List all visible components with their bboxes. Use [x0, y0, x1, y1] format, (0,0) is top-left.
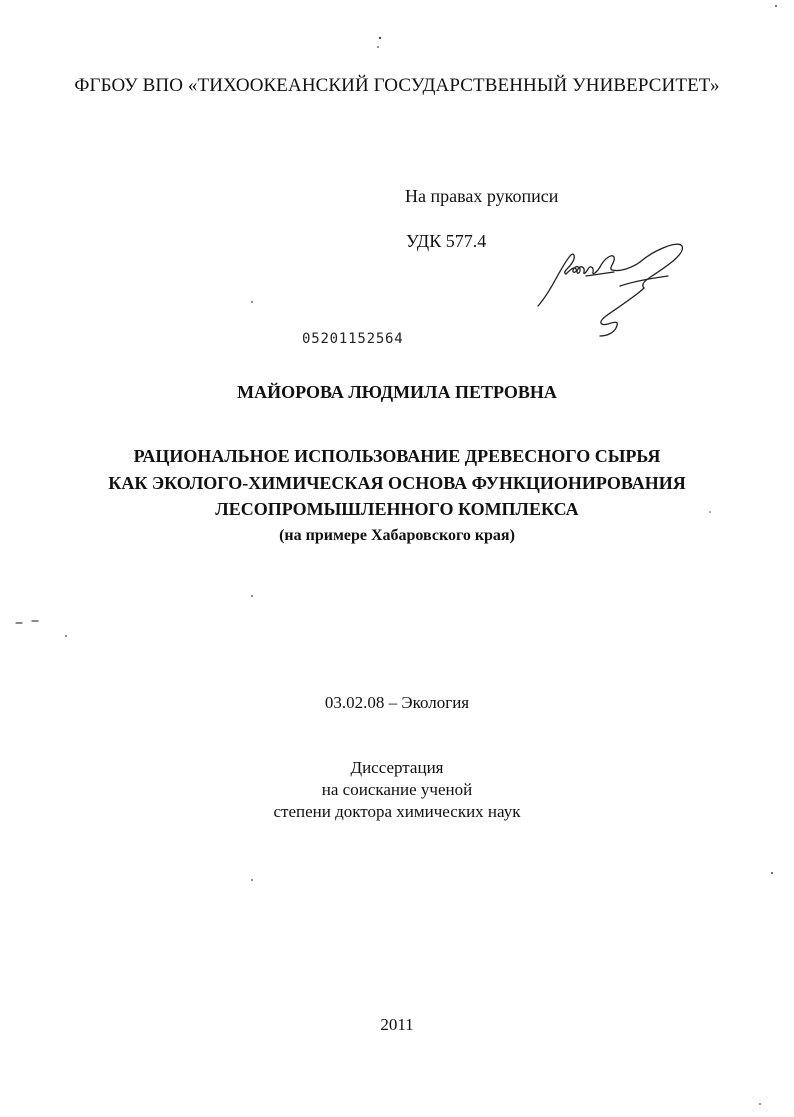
degree-line: степени доктора химических наук — [273, 802, 521, 821]
signature-icon — [528, 232, 688, 338]
rights-note: На правах рукописи — [405, 186, 559, 206]
title-line: ЛЕСОПРОМЫШЛЕННОГО КОМПЛЕКСА — [215, 499, 579, 519]
degree-line: на соискание ученой — [321, 780, 473, 799]
specialty-code: 03.02.08 – Экология — [324, 693, 470, 712]
udk-code: УДК 577.4 — [406, 231, 487, 251]
archive-number-stamp: 05201152564 — [302, 331, 404, 347]
degree-line: Диссертация — [350, 758, 444, 777]
title-line: РАЦИОНАЛЬНОЕ ИСПОЛЬЗОВАНИЕ ДРЕВЕСНОГО СЫРЬЯ — [133, 446, 661, 466]
title-line: КАК ЭКОЛОГО-ХИМИЧЕСКАЯ ОСНОВА ФУНКЦИОНИРОВАНИЯ — [108, 473, 686, 493]
year: 2011 — [380, 1015, 414, 1034]
author-name: МАЙОРОВА ЛЮДМИЛА ПЕТРОВНА — [237, 382, 557, 402]
title-subtitle: (на примере Хабаровского края) — [279, 527, 515, 544]
university-header: ФГБОУ ВПО «ТИХООКЕАНСКИЙ ГОСУДАРСТВЕННЫЙ УНИВЕРСИТЕТ» — [74, 75, 720, 96]
